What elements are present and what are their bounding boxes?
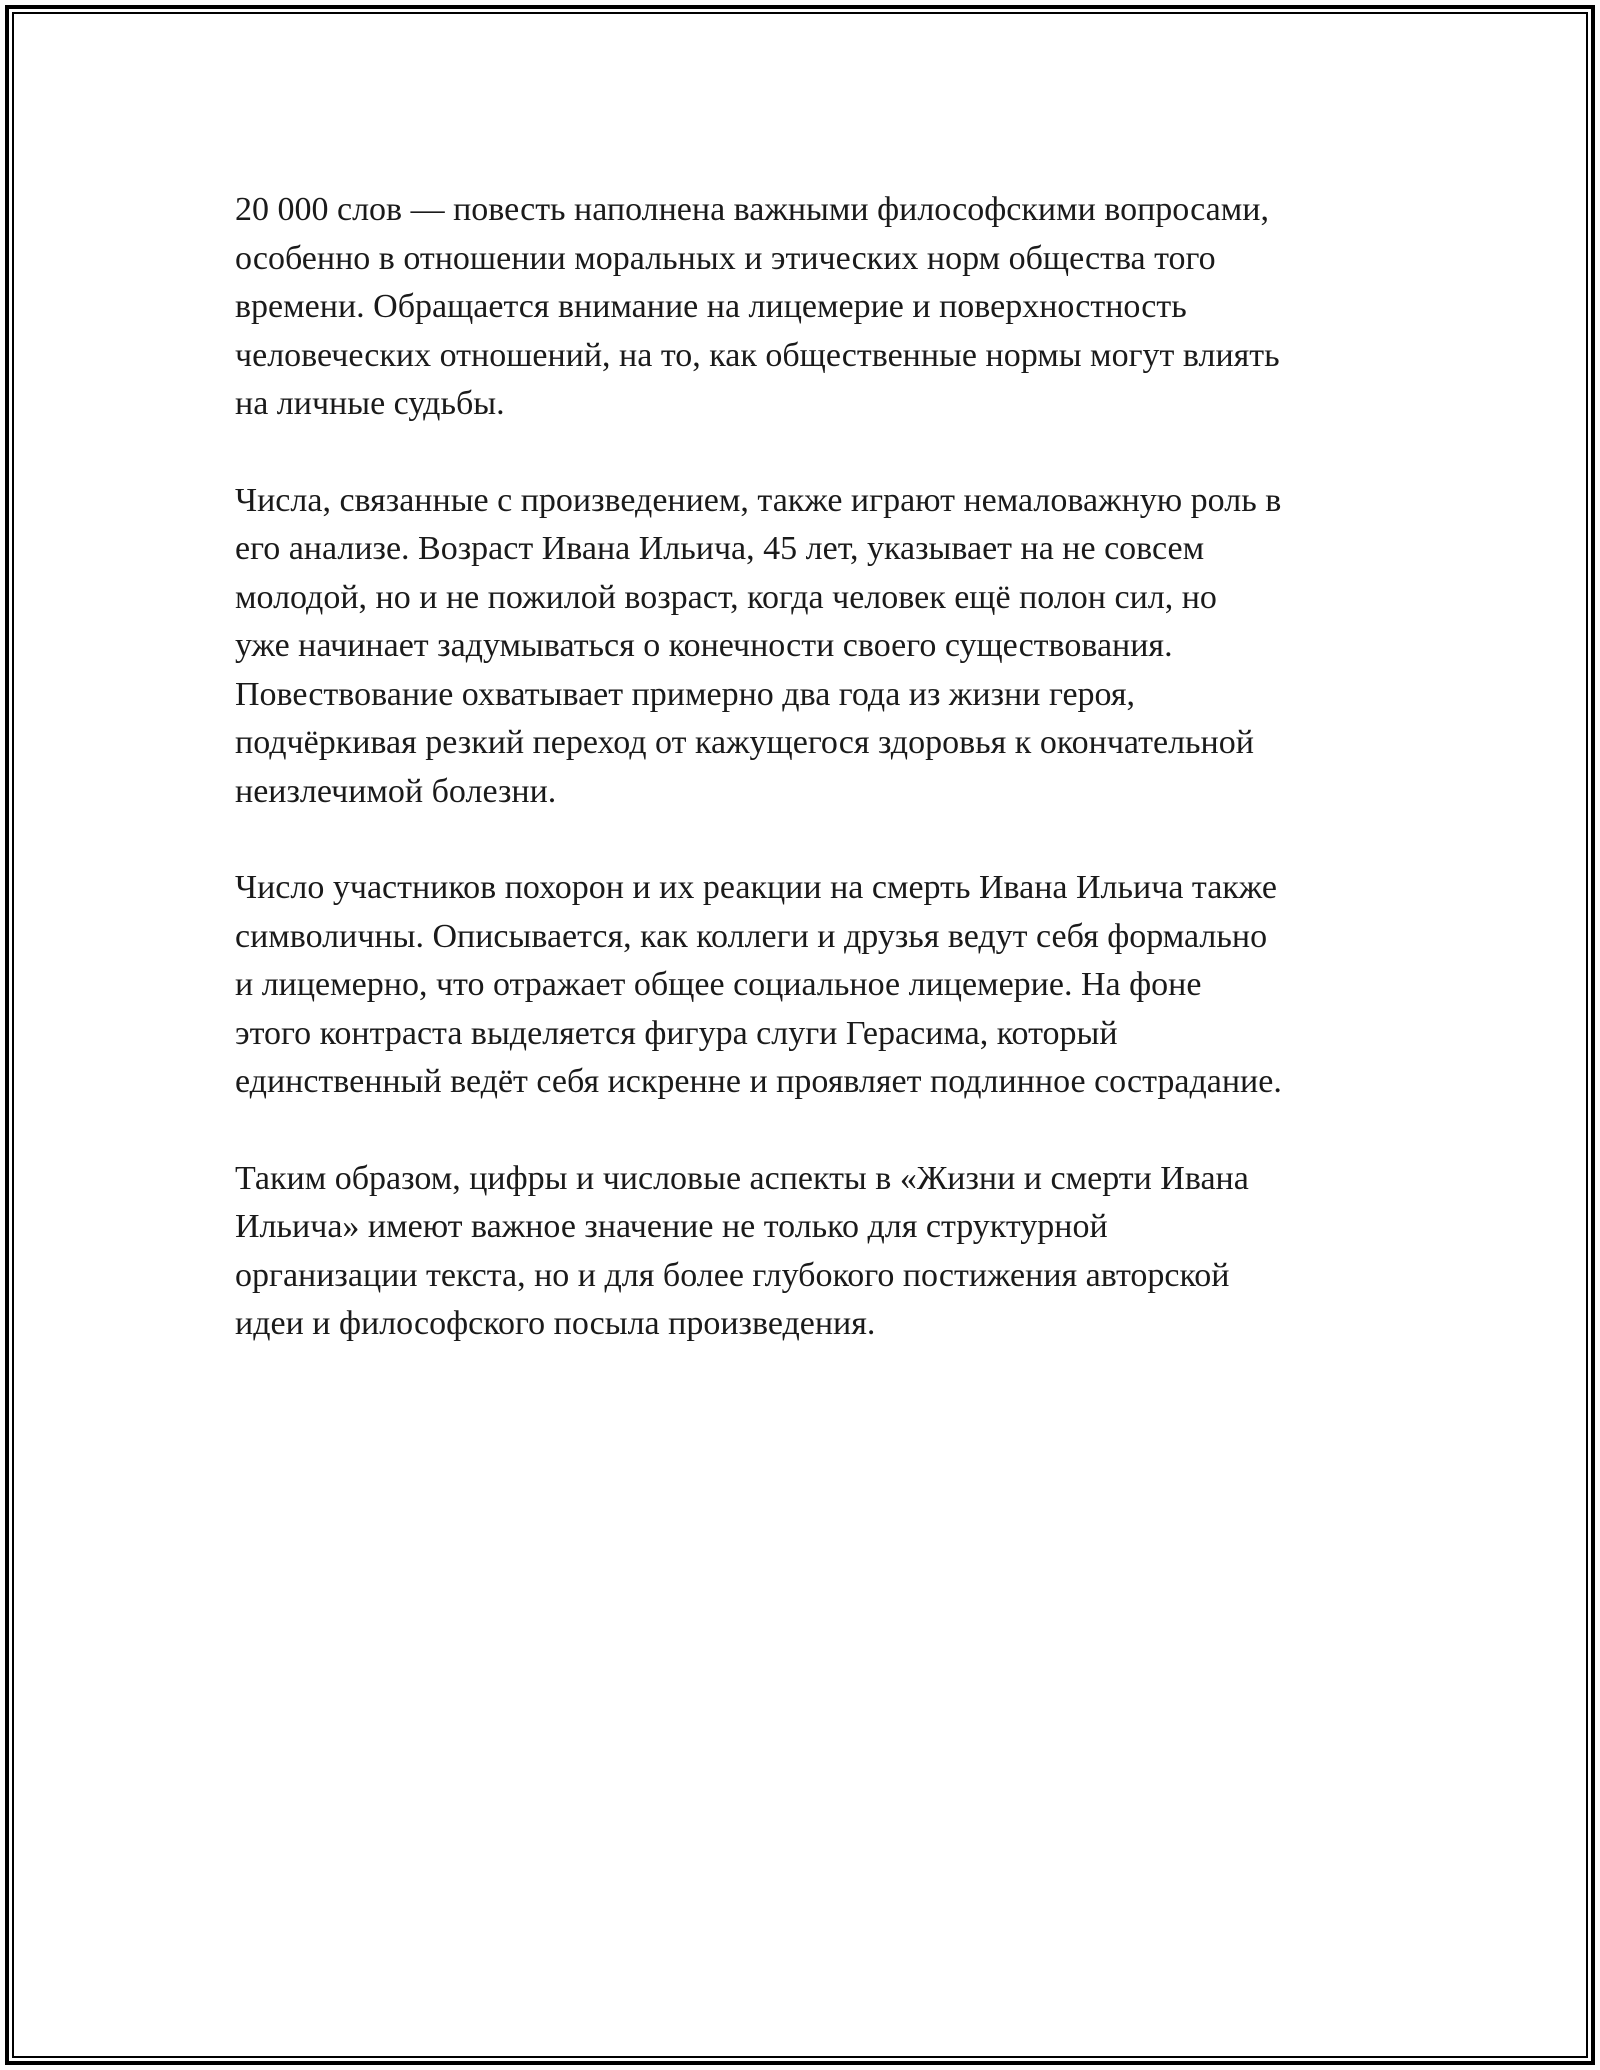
paragraph-1: 20 000 слов — повесть наполнена важными философскими вопросами, особенно в отношении моральных и этических норм общества того времени. Обращается внимание на лицемерие и поверхностность человеческих отношений, на то, как общественные нормы могут влиять на личные судьбы. [235,191,1280,422]
paragraph-2: Числа, связанные с произведением, также играют немаловажную роль в его анализе. Возраст Ивана Ильича, 45 лет, указывает на не совсем молодой, но и не пожилой возраст, когда человек ещё полон сил, но уже начинает задумываться о конечности своего существования. Повествование охватывает примерно два года из жизни героя, подчёркивая резкий переход от кажущегося здоровья к окончательной неизлечимой болезни. [235,481,1282,810]
document-body [235,186,1385,1397]
paragraph-4: Таким образом, цифры и числовые аспекты в «Жизни и смерти Ивана Ильича» имеют важное значение не только для структурной организации текста, но и для более глубокого постижения авторской идеи и философского посыла произведения. [235,1159,1249,1342]
paragraph-3: Число участников похорон и их реакции на смерть Ивана Ильича также символичны. Описывается, как коллеги и друзья ведут себя формально и лицемерно, что отражает общее социальное лицемерие. На фоне этого контраста выделяется фигура слуги Герасима, который единственный ведёт себя искренне и проявляет подлинное сострадание. [235,869,1282,1100]
